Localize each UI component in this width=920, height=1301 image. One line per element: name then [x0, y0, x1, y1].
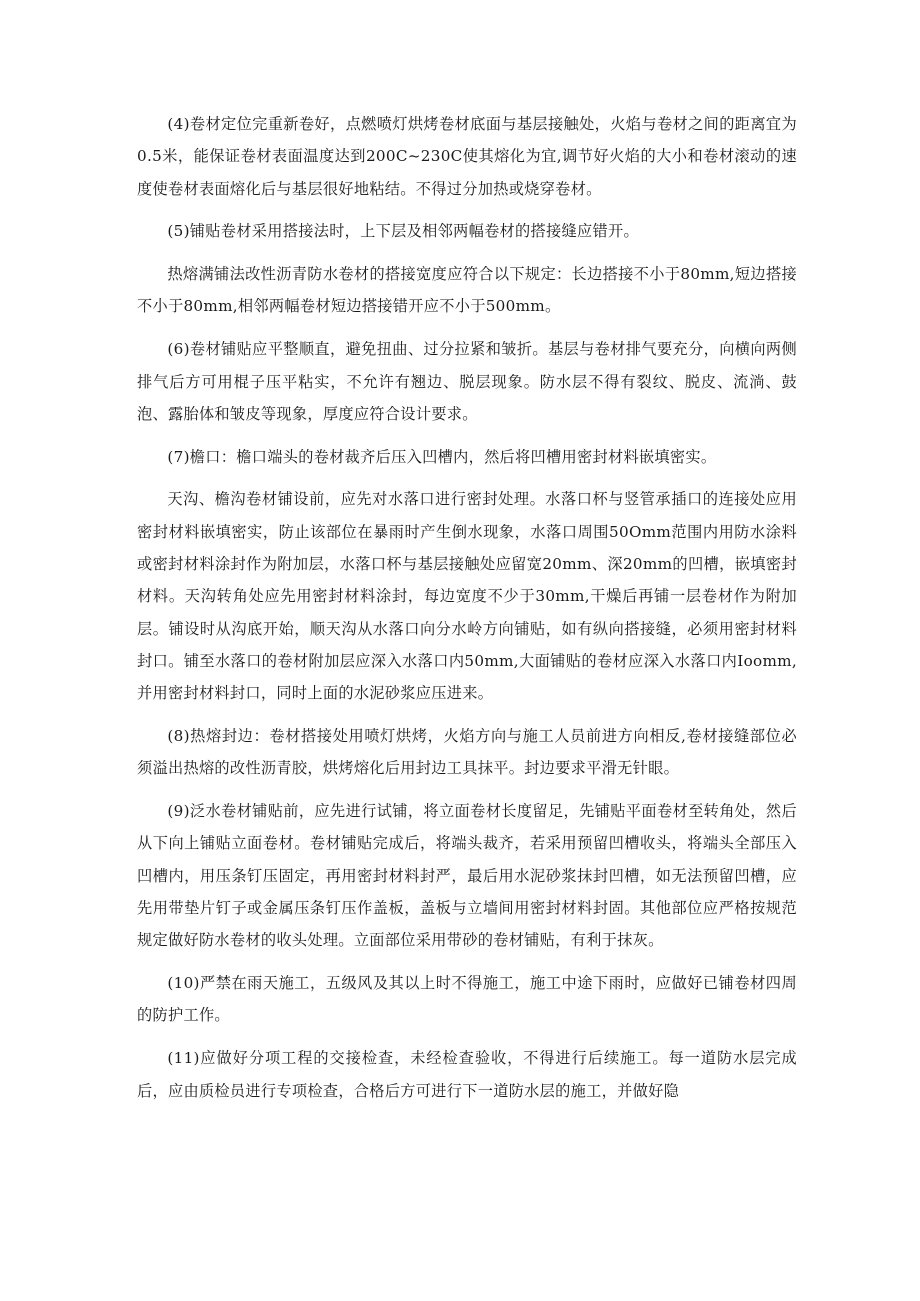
- document-page: [137, 108, 797, 1117]
- paragraph-step-7: (7)檐口：檐口端头的卷材裁齐后压入凹槽内，然后将凹槽用密封材料嵌填密实。: [167, 447, 717, 466]
- paragraph-step-9: (9)泛水卷材铺贴前，应先进行试铺，将立面卷材长度留足，先铺贴平面卷材至转角处，然后从下向上铺贴立面卷材。卷材铺贴完成后，将端头裁齐，若采用预留凹槽收头，将端头全部压入凹槽内，用压条钉压固定，再用密封材料封严，最后用水泥砂浆抹封凹槽，如无法预留凹槽，应先用带垫片钉子或金属压条钉压作盖板，盖板与立墙间用密封材料封固。其他部位应严格按规范规定做好防水卷材的收头处理。立面部位采用带砂的卷材铺贴，有利于抹灰。: [137, 802, 797, 950]
- paragraph-lap-width: 热熔满铺法改性沥青防水卷材的搭接宽度应符合以下规定：长边搭接不小于80mm,短边搭接不小于80mm,相邻两幅卷材短边搭接错开应不小于500mm。: [137, 265, 797, 316]
- paragraph-step-8: (8)热熔封边：卷材搭接处用喷灯烘烤，火焰方向与施工人员前进方向相反,卷材接缝部位必须溢出热熔的改性沥青胶，烘烤熔化后用封边工具抹平。封边要求平滑无针眼。: [137, 727, 797, 778]
- paragraph-gutter: 天沟、檐沟卷材铺设前，应先对水落口进行密封处理。水落口杯与竖管承插口的连接处应用密封材料嵌填密实，防止该部位在暴雨时产生倒水现象，水落口周围50Omm范围内用防水涂料或密封材料涂封作为附加层，水落口杯与基层接触处应留宽20mm、深20mm的凹槽，嵌填密封材料。天沟转角处应先用密封材料涂封，每边宽度不少于30mm,干燥后再铺一层卷材作为附加层。铺设时从沟底开始，顺天沟从水落口向分水岭方向铺贴，如有纵向搭接缝，必须用密封材料封口。铺至水落口的卷材附加层应深入水落口内50mm,大面铺贴的卷材应深入水落口内Ioomm,并用密封材料封口，同时上面的水泥砂浆应压进来。: [137, 490, 797, 703]
- paragraph-step-5: (5)铺贴卷材采用搭接法时，上下层及相邻两幅卷材的搭接缝应错开。: [167, 222, 639, 241]
- paragraph-step-11: (11)应做好分项工程的交接检查，未经检查验收，不得进行后续施工。每一道防水层完成后，应由质检员进行专项检查，合格后方可进行下一道防水层的施工，并做好隐: [137, 1049, 797, 1100]
- paragraph-step-10: (10)严禁在雨天施工，五级风及其以上时不得施工，施工中途下雨时，应做好已铺卷材四周的防护工作。: [137, 974, 797, 1025]
- paragraph-step-6: (6)卷材铺贴应平整顺直，避免扭曲、过分拉紧和皱折。基层与卷材排气要充分，向横向两侧排气后方可用棍子压平粘实，不允许有翘边、脱层现象。防水层不得有裂纹、脱皮、流淌、鼓泡、露胎体和皱皮等现象，厚度应符合设计要求。: [137, 340, 797, 423]
- paragraph-step-4: (4)卷材定位完重新卷好，点燃喷灯烘烤卷材底面与基层接触处，火焰与卷材之间的距离宜为0.5米，能保证卷材表面温度达到200C~230C使其熔化为宜,调节好火焰的大小和卷材滚动的速度使卷材表面熔化后与基层很好地粘结。不得过分加热或烧穿卷材。: [137, 115, 797, 198]
